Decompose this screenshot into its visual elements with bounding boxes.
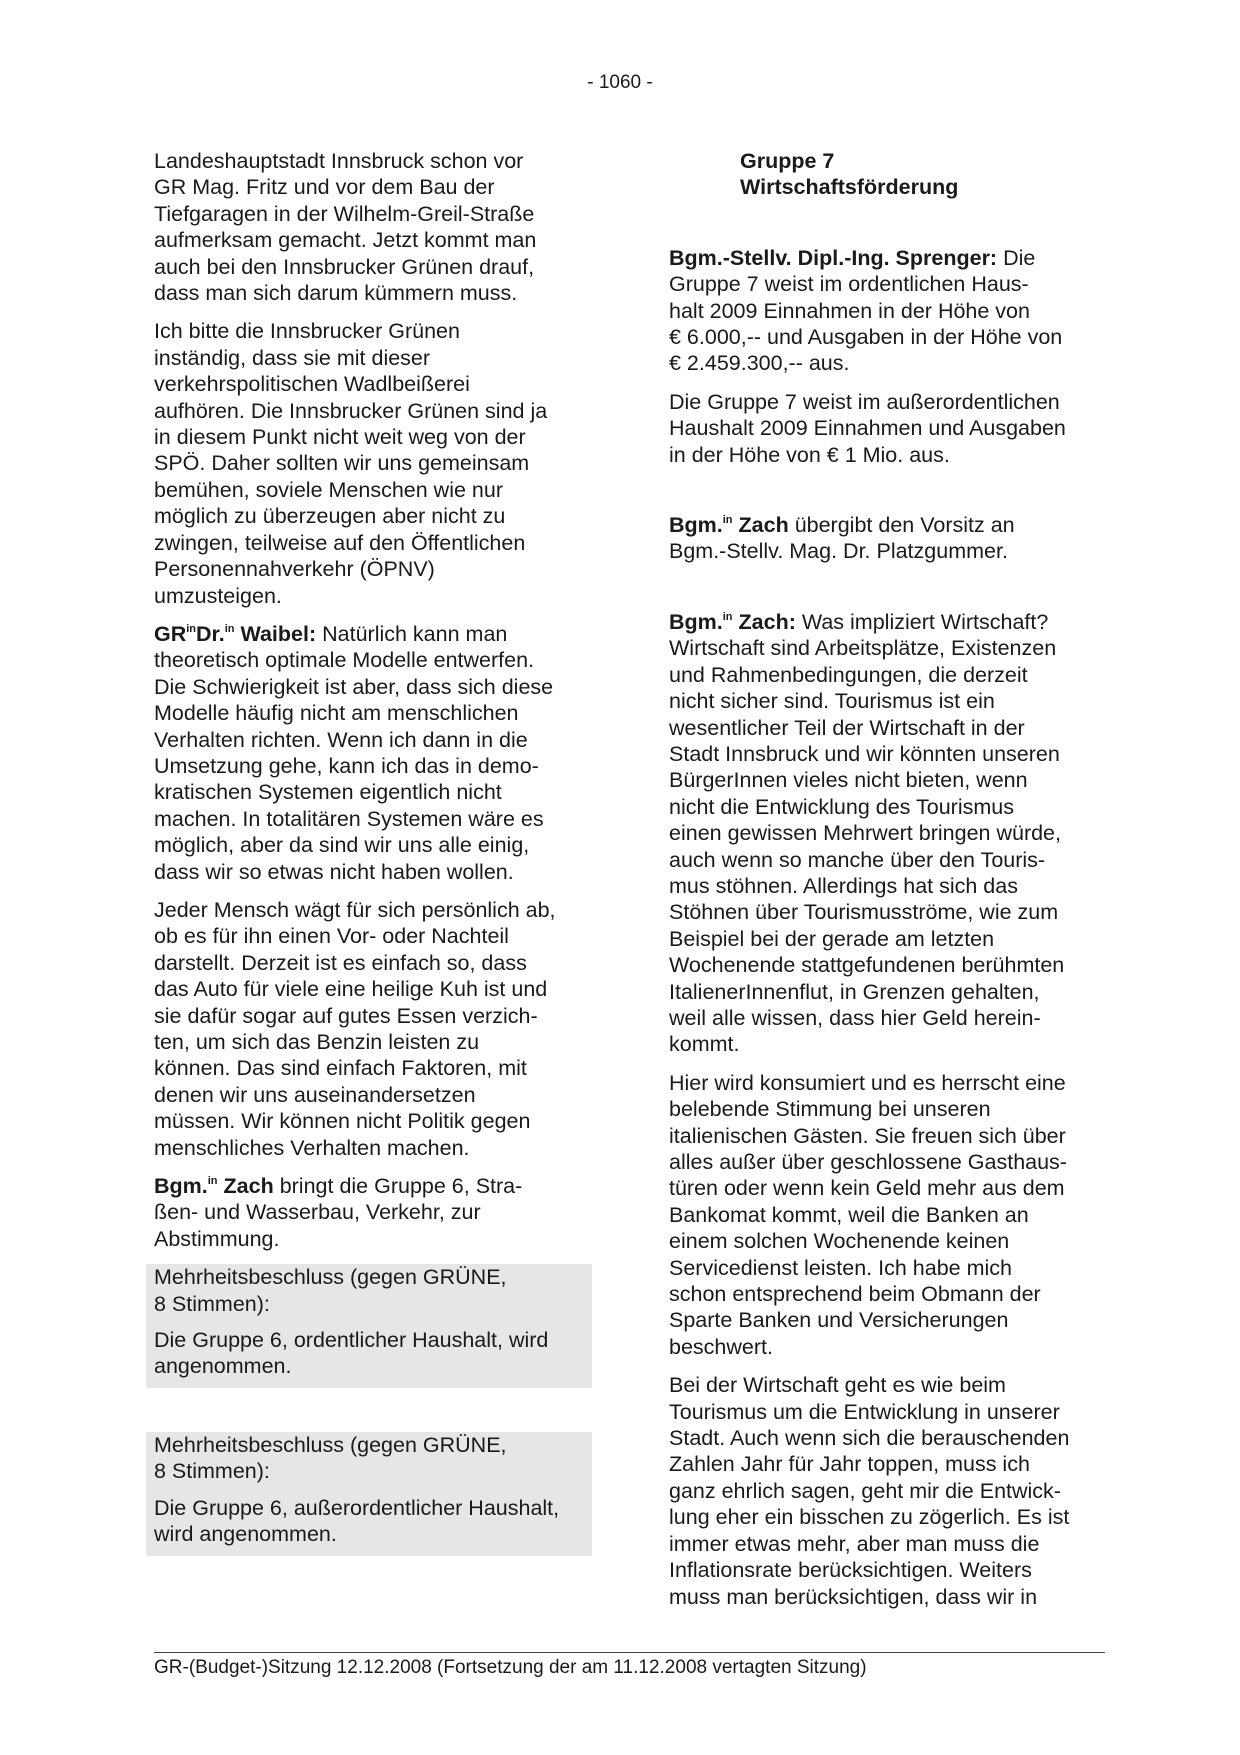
text-line: 8 Stimmen): <box>154 1291 270 1316</box>
speaker-name: Zach: <box>738 609 796 634</box>
page-number: - 1060 - <box>587 72 653 93</box>
text-line: lung eher ein bisschen zu zögerlich. Es ist <box>669 1505 1070 1530</box>
text-line: halt 2009 Einnahmen in der Höhe von <box>669 298 1030 323</box>
text-line: Stöhnen über Tourismusströme, wie zum <box>669 900 1059 925</box>
text-line: GR Mag. Fritz und vor dem Bau der <box>154 175 495 200</box>
text-line: können. Das sind einfach Faktoren, mit <box>154 1056 527 1081</box>
text-line: müssen. Wir können nicht Politik gegen <box>154 1109 531 1134</box>
text-line: Bankomat kommt, weil die Banken an <box>669 1202 1029 1227</box>
text-line: möglich, aber da sind wir uns alle einig, <box>154 833 530 858</box>
text-line: einen gewissen Mehrwert bringen würde, <box>669 821 1061 846</box>
text-line: nicht die Entwicklung des Tourismus <box>669 794 1014 819</box>
text-line: Bgm.-Stellv. Mag. Dr. Platzgummer. <box>669 539 1008 564</box>
text-line: BürgerInnen vieles nicht bieten, wenn <box>669 768 1028 793</box>
paragraph <box>669 1372 1115 1610</box>
speech-text: Was impliziert Wirtschaft? <box>801 609 1049 634</box>
text-line: Tourismus um die Entwicklung in unserer <box>669 1399 1060 1424</box>
speaker-name: Zach <box>223 1174 274 1199</box>
speaker-name: Bgm.-Stellv. Dipl.-Ing. Sprenger: <box>669 245 998 270</box>
text-line: darstellt. Derzeit ist es einfach so, dass <box>154 950 527 975</box>
text-line: kommt. <box>669 1032 740 1057</box>
speaker-name: Zach <box>738 513 789 538</box>
text-line: muss man berücksichtigen, dass wir in <box>669 1584 1038 1609</box>
speaker-name: Bgm. <box>669 513 723 538</box>
vote-result-box <box>146 1432 592 1556</box>
text-line: 8 Stimmen): <box>154 1459 270 1484</box>
speaker-suffix: in <box>224 622 235 635</box>
text-line: Wirtschaft sind Arbeitsplätze, Existenzen <box>669 636 1057 661</box>
paragraph <box>669 389 1115 468</box>
text-line: auch bei den Innsbrucker Grünen drauf, <box>154 254 535 279</box>
text-line: Die Gruppe 6, außerordentlicher Haushalt, <box>154 1495 560 1520</box>
text-line: aufmerksam gemacht. Jetzt kommt man <box>154 228 537 253</box>
text-line: immer etwas mehr, aber man muss die <box>669 1531 1040 1556</box>
text-line: Die Gruppe 6, ordentlicher Haushalt, wird <box>154 1328 549 1353</box>
text-line: in diesem Punkt nicht weit weg von der <box>154 425 526 450</box>
paragraph <box>669 1070 1115 1360</box>
text-line: Die Gruppe 7 weist im außerordentlichen <box>669 389 1060 414</box>
text-line: Stadt. Auch wenn sich die berauschenden <box>669 1426 1070 1451</box>
text-line: beschwert. <box>669 1334 773 1359</box>
text-line: Gruppe 7 weist im ordentlichen Haus- <box>669 272 1029 297</box>
text-line: zwingen, teilweise auf den Öffentlichen <box>154 530 526 555</box>
text-line: Landeshauptstadt Innsbruck schon vor <box>154 149 524 173</box>
section-heading <box>740 148 1115 201</box>
speech-zach-vote <box>154 1173 600 1252</box>
text-line: aufhören. Die Innsbrucker Grünen sind ja <box>154 398 548 423</box>
text-line: machen. In totalitären Systemen wäre es <box>154 806 544 831</box>
speech-zach-chair <box>669 512 1115 565</box>
speech-text: Die <box>1003 245 1036 270</box>
vote-outcome <box>154 1495 592 1548</box>
text-line: Die Schwierigkeit ist aber, dass sich diese <box>154 674 554 699</box>
text-line <box>154 621 600 647</box>
text-line: Mehrheitsbeschluss (gegen GRÜNE, <box>154 1432 507 1457</box>
text-line: und Rahmenbedingungen, die derzeit <box>669 662 1028 687</box>
text-line: ItalienerInnenflut, in Grenzen gehalten, <box>669 979 1040 1004</box>
text-line: Haushalt 2009 Einnahmen und Ausgaben <box>669 416 1066 441</box>
speaker-suffix: in <box>207 1175 218 1188</box>
text-line: das Auto für viele eine heilige Kuh ist und <box>154 977 548 1002</box>
text-line <box>669 245 1115 271</box>
text-line: dass man sich darum kümmern muss. <box>154 281 518 306</box>
text-line: alles außer über geschlossene Gasthaus- <box>669 1150 1067 1174</box>
text-line: theoretisch optimale Modelle entwerfen. <box>154 648 535 673</box>
text-line: Servicedienst leisten. Ich habe mich <box>669 1255 1012 1280</box>
text-line: Ich bitte die Innsbrucker Grünen <box>154 319 460 344</box>
paragraph <box>154 318 600 608</box>
vote-result <box>154 1264 592 1317</box>
speaker-name: GR <box>154 621 187 646</box>
text-line: italienischen Gästen. Sie freuen sich über <box>669 1123 1066 1148</box>
text-line: Inflationsrate berücksichtigen. Weiters <box>669 1558 1032 1583</box>
text-line: kratischen Systemen eigentlich nicht <box>154 780 502 805</box>
speaker-suffix: in <box>722 514 733 527</box>
paragraph <box>154 897 600 1161</box>
speaker-suffix: in <box>722 610 733 623</box>
text-line: wesentlicher Teil der Wirtschaft in der <box>669 715 1025 740</box>
text-line: dass wir so etwas nicht haben wollen. <box>154 859 514 884</box>
text-line: schon entsprechend beim Obmann der <box>669 1282 1041 1307</box>
speech-zach-economy <box>669 609 1115 1058</box>
heading-line: Wirtschaftsförderung <box>740 175 959 200</box>
speaker-name: Bgm. <box>669 609 723 634</box>
speaker-name: Waibel: <box>240 621 317 646</box>
paragraph <box>154 148 600 306</box>
text-line: Verhalten richten. Wenn ich dann in die <box>154 727 528 752</box>
left-column <box>154 148 600 1556</box>
text-line <box>669 512 1115 538</box>
footer-divider <box>154 1652 1105 1653</box>
text-line: Beispiel bei der gerade am letzten <box>669 926 995 951</box>
text-line: ten, um sich das Benzin leisten zu <box>154 1030 480 1054</box>
text-line: denen wir uns auseinandersetzen <box>154 1082 476 1107</box>
text-line: Abstimmung. <box>154 1226 280 1251</box>
text-line: weil alle wissen, dass hier Geld herein- <box>669 1005 1041 1030</box>
speech-text: übergibt den Vorsitz an <box>794 513 1015 538</box>
text-line: Wochenende stattgefundenen berühmten <box>669 953 1065 978</box>
vote-result-box <box>146 1264 592 1388</box>
text-line: Hier wird konsumiert und es herrscht eine <box>669 1070 1066 1095</box>
text-line: Jeder Mensch wägt für sich persönlich ab, <box>154 897 556 922</box>
text-line <box>154 1173 600 1199</box>
text-line: Tiefgaragen in der Wilhelm-Greil-Straße <box>154 201 535 226</box>
speaker-suffix: in <box>186 622 197 635</box>
text-line: belebende Stimmung bei unseren <box>669 1097 991 1122</box>
text-line: ganz ehrlich sagen, geht mir die Entwick- <box>669 1478 1061 1503</box>
text-line: Sparte Banken und Versicherungen <box>669 1308 1009 1333</box>
text-line: € 2.459.300,-- aus. <box>669 351 850 376</box>
vote-outcome <box>154 1327 592 1380</box>
text-line: Stadt Innsbruck und wir könnten unseren <box>669 741 1060 766</box>
text-line: Bei der Wirtschaft geht es wie beim <box>669 1373 1006 1398</box>
text-line: mus stöhnen. Allerdings hat sich das <box>669 873 1018 898</box>
vote-result <box>154 1432 592 1485</box>
text-line: bemühen, soviele Menschen wie nur <box>154 477 503 502</box>
text-line: Zahlen Jahr für Jahr toppen, muss ich <box>669 1452 1030 1477</box>
right-column <box>669 148 1115 1622</box>
text-line: verkehrspolitischen Wadlbeißerei <box>154 372 470 397</box>
text-line: wird angenommen. <box>154 1522 337 1547</box>
text-line: SPÖ. Daher sollten wir uns gemeinsam <box>154 451 530 476</box>
text-line: inständig, dass sie mit dieser <box>154 345 431 370</box>
speech-sprenger <box>669 245 1115 377</box>
heading-line: Gruppe 7 <box>740 149 835 173</box>
speaker-name: Bgm. <box>154 1174 208 1199</box>
text-line: umzusteigen. <box>154 583 282 608</box>
text-line <box>669 609 1115 635</box>
text-line: Personennahverkehr (ÖPNV) <box>154 557 435 582</box>
text-line: € 6.000,-- und Ausgaben in der Höhe von <box>669 325 1063 350</box>
page-footer: GR-(Budget-)Sitzung 12.12.2008 (Fortsetzung der am 11.12.2008 vertagten Sitzung) <box>154 1657 867 1678</box>
text-line: sie dafür sogar auf gutes Essen verzich- <box>154 1003 538 1028</box>
text-line: Umsetzung gehe, kann ich das in demo- <box>154 753 539 778</box>
speech-text: bringt die Gruppe 6, Stra- <box>279 1174 523 1199</box>
text-line: in der Höhe von € 1 Mio. aus. <box>669 442 950 467</box>
text-line: einem solchen Wochenende keinen <box>669 1229 1010 1254</box>
text-line: ob es für ihn einen Vor- oder Nachteil <box>154 924 509 949</box>
text-line: auch wenn so manche über den Touris- <box>669 847 1046 872</box>
text-line: ßen- und Wasserbau, Verkehr, zur <box>154 1200 481 1225</box>
text-line: angenommen. <box>154 1354 292 1379</box>
text-line: menschliches Verhalten machen. <box>154 1135 470 1160</box>
speech-text: Natürlich kann man <box>322 621 508 646</box>
text-line: möglich zu überzeugen aber nicht zu <box>154 504 506 529</box>
text-line: türen oder wenn kein Geld mehr aus dem <box>669 1176 1065 1201</box>
text-line: Mehrheitsbeschluss (gegen GRÜNE, <box>154 1265 507 1290</box>
speech-waibel <box>154 621 600 885</box>
text-line: Modelle häufig nicht am menschlichen <box>154 701 519 726</box>
speaker-name: Dr. <box>196 621 225 646</box>
text-line: nicht sicher sind. Tourismus ist ein <box>669 689 995 714</box>
